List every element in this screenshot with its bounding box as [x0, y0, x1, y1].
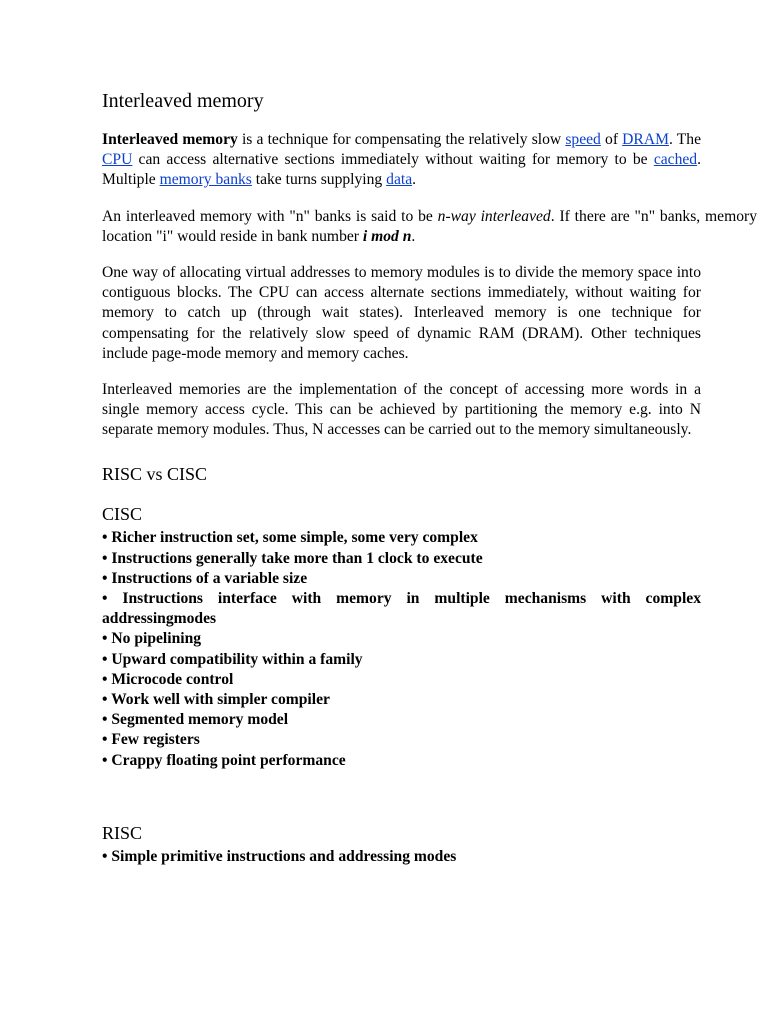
vertical-spacer — [102, 771, 701, 805]
list-item: • Microcode control — [102, 670, 234, 688]
list-item: • Instructions interface with memory in multiple mechanisms with complex addressingmodes — [102, 590, 701, 628]
paragraph-n-way — [102, 207, 757, 247]
text-span: . If there are "n" banks, memory location "i" would reside in bank number — [102, 207, 757, 245]
cisc-list — [102, 528, 701, 770]
text-span: . — [411, 227, 416, 245]
list-item: • Instructions generally take more than 1 clock to execute — [102, 549, 483, 567]
link-speed[interactable]: speed — [565, 131, 601, 148]
list-item: • Instructions of a variable size — [102, 569, 308, 587]
list-item: • Richer instruction set, some simple, some very complex — [102, 529, 478, 547]
cisc-heading: CISC — [102, 504, 143, 525]
paragraph-implementation: Interleaved memories are the implementation of the concept of accessing more words in a single memory access cycle. This can be achieved by partitioning the memory e.g. into N separate memory modules. Thus, N accesses can be carried out to the memory simultaneously. — [102, 381, 701, 439]
list-item: • No pipelining — [102, 630, 202, 648]
document-page — [102, 88, 757, 867]
text-span: . Multiple — [102, 151, 701, 189]
link-data[interactable]: data — [386, 171, 413, 189]
link-dram[interactable]: DRAM — [622, 131, 669, 148]
list-item: • Crappy floating point performance — [102, 751, 346, 769]
paragraph-allocation: One way of allocating virtual addresses to memory modules is to divide the memory space into contiguous blocks. The CPU can access alternate sections immediately, without waiting for memory to catch up (through wait states). Interleaved memory is one technique for compensating for the relatively slow speed of dynamic RAM (DRAM). Other techniques include page-mode memory and memory caches. — [102, 264, 701, 362]
link-cpu[interactable]: CPU — [102, 151, 133, 169]
risc-heading: RISC — [102, 822, 143, 843]
list-item: • Simple primitive instructions and addressing modes — [102, 848, 457, 866]
text-span: . The — [668, 131, 701, 148]
text-span: of — [600, 131, 623, 148]
formula: i mod n — [362, 227, 412, 245]
link-cached[interactable]: cached — [653, 151, 698, 169]
list-item: • Upward compatibility within a family — [102, 650, 363, 668]
list-item: • Work well with simpler compiler — [102, 691, 330, 709]
link-memory-banks[interactable]: memory banks — [159, 171, 252, 189]
text-span: is a technique for compensating the relatively slow — [237, 131, 566, 148]
list-item: • Few registers — [102, 731, 200, 749]
bold-term: Interleaved memory — [102, 131, 238, 148]
risc-list — [102, 847, 701, 867]
section-heading-risc-vs-cisc: RISC vs CISC — [102, 463, 208, 484]
list-item: • Segmented memory model — [102, 711, 289, 729]
text-span: . — [412, 171, 417, 189]
text-span: can access alternative sections immediately without waiting for memory to be — [132, 151, 654, 169]
paragraph-intro — [102, 130, 701, 191]
text-span: An interleaved memory with "n" banks is said to be — [102, 207, 438, 225]
italic-term: n-way interleaved — [437, 207, 551, 225]
page-title: Interleaved memory — [102, 90, 264, 112]
text-span: take turns supplying — [251, 171, 387, 189]
